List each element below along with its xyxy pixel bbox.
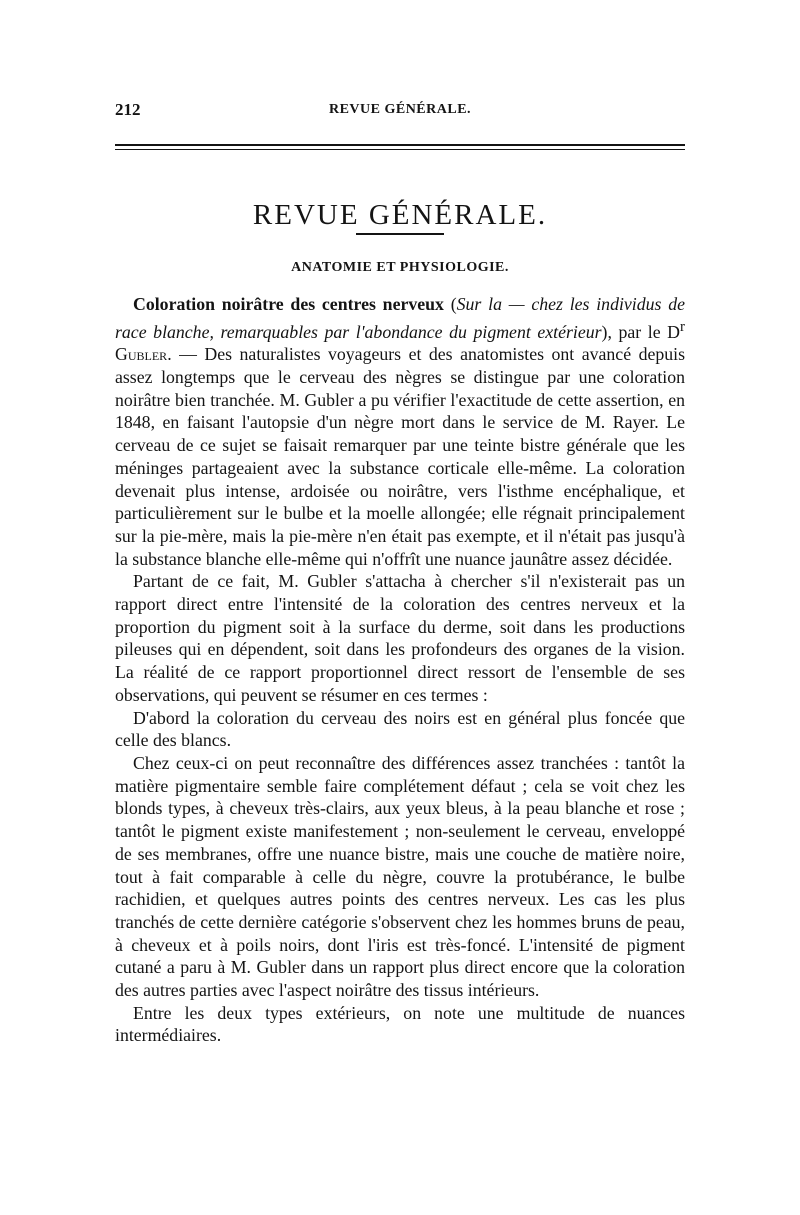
section-heading: ANATOMIE ET PHYSIOLOGIE. (291, 260, 509, 275)
header-rule-thin (115, 149, 685, 150)
dr-superscript: r (680, 318, 685, 335)
page-header (115, 100, 685, 124)
article-body (115, 293, 685, 1047)
paragraph-1-text: . — Des naturalistes voyageurs et des anatomistes ont avancé depuis assez longtemps que le cerveau des nègres se distingue par une coloration noirâtre bien tranchée. M. Gubler a pu vérifier l'exactitude de cette assertion, en 1848, en faisant l'autopsie d'un nègre mort dans le service de M. Rayer. Le cerveau de ce sujet se faisait remarquer par une teinte bistre générale que les méninges partageaient avec la substance corticale elle-même. La coloration devenait plus intense, ardoisée ou noirâtre, vers l'isthme encéphalique, et particulièrement sur le bulbe et la moelle allongée; elle régnait principalement sur la pie-mère, mais la pie-mère n'en était pas exempte, et il n'était pas jusqu'à la substance blanche elle-même qui n'offrît une nuance jaunâtre assez décidée. (115, 344, 685, 569)
paragraph-3: D'abord la coloration du cerveau des noirs est en général plus foncée que celle des blancs. (115, 707, 685, 751)
subtitle-close: ), par le D (601, 321, 681, 342)
paragraph-2: Partant de ce fait, M. Gubler s'attacha à chercher s'il n'existerait pas un rapport direct entre l'intensité de la coloration des centres nerveux et la proportion du pigment soit à la surface du derme, soit dans les productions pileuses qui en dépendent, soit dans les profondeurs des organes de la vision. La réalité de ce rapport proportionnel direct ressort de l'ensemble de ses observations, qui peuvent se résumer en ces termes : (115, 571, 685, 705)
article-subtitle: Sur la — chez les individus de race blanche, remarquables par l'abondance du pigment extérieur (115, 294, 685, 342)
author-name: Gubler (115, 344, 168, 365)
article-lead-title: Coloration noirâtre des centres nerveux (133, 294, 444, 314)
paragraph-1 (115, 293, 685, 570)
title-divider (356, 233, 444, 235)
header-rule (115, 144, 685, 146)
page-number: 212 (115, 100, 141, 119)
running-head: REVUE GÉNÉRALE. (328, 102, 472, 117)
paragraph-4: Chez ceux-ci on peut reconnaître des différences assez tranchées : tantôt la matière pigmentaire semble faire complétement défaut ; cela se voit chez les blonds types, à cheveux très-clairs, aux yeux bleus, à la peau blanche et rose ; tantôt le pigment existe manifestement ; non-seulement le cerveau, enveloppé de ses membranes, offre une nuance bistre, mais une couche de matière noire, tout à fait comparable à celle du nègre, couvre la protubérance, le bulbe rachidien, et quelques autres points des centres nerveux. Les cas les plus tranchés de cette dernière catégorie s'observent chez les hommes bruns de peau, à cheveux et à poils noirs, dont l'iris est très-foncé. L'intensité de pigment cutané a paru à M. Gubler dans un rapport plus direct encore que la coloration des autres parties avec l'aspect noirâtre des tissus intérieurs. (115, 752, 685, 1001)
paragraph-5: Entre les deux types extérieurs, on note une multitude de nuances intermédiaires. (115, 1002, 685, 1046)
page-title: REVUE GÉNÉRALE. (252, 199, 548, 232)
subtitle-open: ( (443, 294, 457, 314)
